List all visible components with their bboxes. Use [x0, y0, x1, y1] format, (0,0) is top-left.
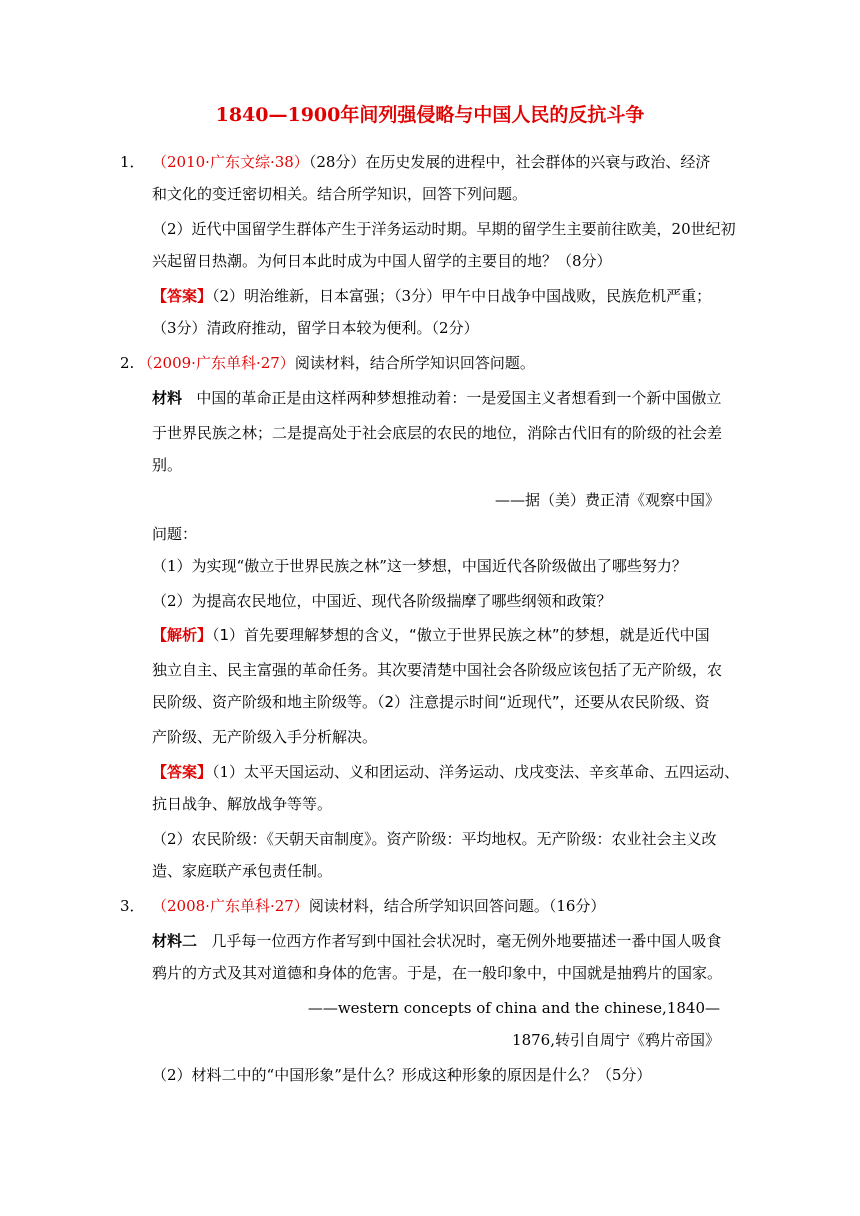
q1-sub-line2: 兴起留日热潮。为何日本此时成为中国人留学的主要目的地？（8分） — [152, 252, 612, 270]
q3-material-line1 — [152, 931, 721, 951]
q3-sub-question: （2）材料二中的“中国形象”是什么？形成这种形象的原因是什么？（5分） — [152, 1066, 652, 1084]
q1-answer-line2: （3分）清政府推动，留学日本较为便利。（2分） — [152, 319, 479, 337]
q1-number: 1． — [120, 153, 145, 171]
q2-analysis-line1 — [152, 625, 710, 645]
q2-number: 2. — [120, 354, 135, 372]
q2-material-line2: 于世界民族之林；二是提高处于社会底层的农民的地位，消除古代旧有的阶级的社会差 — [152, 424, 723, 442]
page-title: 1840—1900年间列强侵略与中国人民的反抗斗争 — [215, 104, 645, 126]
q3-citation-line1: ——western concepts of china and the chinese,1840— — [307, 999, 720, 1017]
q2-answer-tag: 【答案】 — [152, 763, 213, 781]
q2-answer-text1: （1）太平天国运动、义和团运动、洋务运动、戊戌变法、辛亥革命、五四运动、 — [212, 763, 740, 781]
q3-line1 — [152, 896, 605, 916]
q2-answer-line1 — [152, 762, 739, 782]
q1-line1 — [152, 152, 710, 172]
q1-line2: 和文化的变迁密切相关。结合所学知识，回答下列问题。 — [152, 185, 528, 203]
q2-stem: 阅读材料，结合所学知识回答问题。 — [294, 354, 535, 372]
q2-answer-line4: 造、家庭联产承包责任制。 — [152, 862, 333, 880]
q2-material-line3: 别。 — [152, 456, 183, 474]
q2-material-label: 材料 — [152, 389, 183, 407]
q1-answer-tag: 【答案】 — [152, 287, 213, 305]
q2-material-line1 — [152, 388, 721, 408]
q3-material-label: 材料二 — [152, 932, 198, 950]
q2-analysis-line2: 独立自主、民主富强的革命任务。其次要清楚中国社会各阶级应该包括了无产阶级，农 — [152, 661, 723, 679]
q2-source: （2009·广东单科·27） — [138, 354, 295, 372]
q3-number: 3． — [120, 897, 145, 915]
q2-question-label: 问题： — [152, 525, 198, 543]
q3-stem: 阅读材料，结合所学知识回答问题。（16分） — [308, 897, 606, 915]
q3-citation-line2: 1876,转引自周宁《鸦片帝国》 — [512, 1031, 720, 1049]
q1-stem: （28分）在历史发展的进程中，社会群体的兴衰与政治、经济 — [308, 153, 711, 171]
q3-material-line2: 鸦片的方式及其对道德和身体的危害。于是，在一般印象中，中国就是抽鸦片的国家。 — [152, 964, 723, 982]
q2-analysis-tag: 【解析】 — [152, 626, 213, 644]
q1-answer-text1: （2）明治维新，日本富强；（3分）甲午中日战争中国战败，民族危机严重； — [212, 287, 712, 305]
q3-material-text1: 几乎每一位西方作者写到中国社会状况时，毫无例外地要描述一番中国人吸食 — [211, 932, 722, 950]
q2-analysis-line3: 民阶级、资产阶级和地主阶级等。（2）注意提示时间“近现代”，还要从农民阶级、资 — [152, 693, 710, 711]
q2-material-text1: 中国的革命正是由这样两种梦想推动着：一是爱国主义者想看到一个新中国傲立 — [196, 389, 722, 407]
q2-citation: ——据（美）费正清《观察中国》 — [494, 491, 720, 509]
q3-source: （2008·广东单科·27） — [152, 897, 309, 915]
q2-answer-line3: （2）农民阶级：《天朝天亩制度》。资产阶级：平均地权。无产阶级：农业社会主义改 — [152, 830, 717, 848]
q2-line1 — [138, 353, 535, 373]
q1-source: （2010·广东文综·38） — [152, 153, 309, 171]
q1-answer-line1 — [152, 286, 711, 306]
q1-sub-line1: （2）近代中国留学生群体产生于洋务运动时期。早期的留学生主要前往欧美，20世纪初 — [152, 220, 736, 238]
q2-question1: （1）为实现“傲立于世界民族之林”这一梦想，中国近代各阶级做出了哪些努力？ — [152, 557, 687, 575]
q2-answer-line2: 抗日战争、解放战争等等。 — [152, 795, 333, 813]
q2-analysis-text1: （1）首先要理解梦想的含义，“傲立于世界民族之林”的梦想，就是近代中国 — [212, 626, 710, 644]
q2-analysis-line4: 产阶级、无产阶级入手分析解决。 — [152, 728, 378, 746]
q2-question2: （2）为提高农民地位，中国近、现代各阶级揣摩了哪些纲领和政策？ — [152, 592, 612, 610]
